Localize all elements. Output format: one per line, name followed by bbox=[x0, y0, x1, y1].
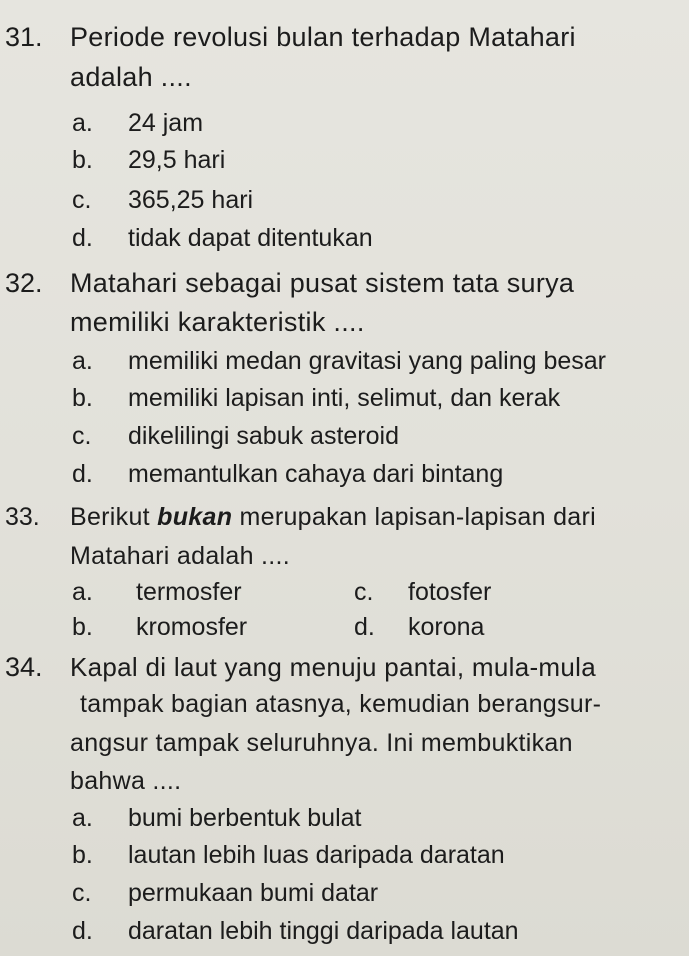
question-32-option-d-letter: d. bbox=[72, 460, 93, 488]
question-32-option-c[interactable]: dikelilingi sabuk asteroid bbox=[128, 422, 399, 450]
question-34-option-a[interactable]: bumi berbentuk bulat bbox=[128, 804, 362, 832]
question-34-option-b-letter: b. bbox=[72, 841, 93, 869]
question-34-option-d[interactable]: daratan lebih tinggi daripada lautan bbox=[128, 917, 519, 945]
question-32-line-2: memiliki karakteristik .... bbox=[70, 307, 365, 337]
question-33-line-2: Matahari adalah .... bbox=[70, 542, 291, 570]
question-34-option-c-letter: c. bbox=[72, 879, 92, 907]
question-34-option-d-letter: d. bbox=[72, 917, 93, 945]
question-33-option-b-letter: b. bbox=[72, 613, 93, 641]
question-33-line-1 bbox=[70, 503, 596, 532]
question-34-line-3: angsur tampak seluruhnya. Ini membuktikan bbox=[70, 729, 573, 757]
question-32-option-d[interactable]: memantulkan cahaya dari bintang bbox=[128, 460, 504, 488]
question-32-option-b[interactable]: memiliki lapisan inti, selimut, dan kerak bbox=[128, 384, 561, 412]
question-34-number: 34. bbox=[5, 652, 43, 682]
question-33-option-a[interactable]: termosfer bbox=[136, 578, 242, 606]
question-31-option-b[interactable]: 29,5 hari bbox=[128, 146, 226, 174]
question-34-line-4: bahwa .... bbox=[70, 767, 182, 795]
question-32-option-b-letter: b. bbox=[72, 384, 93, 412]
question-34-option-a-letter: a. bbox=[72, 804, 93, 832]
question-33-option-b[interactable]: kromosfer bbox=[136, 613, 248, 641]
question-33-option-d-letter: d. bbox=[354, 613, 375, 641]
question-32-option-a-letter: a. bbox=[72, 347, 93, 375]
question-34-option-b[interactable]: lautan lebih luas daripada daratan bbox=[128, 841, 505, 869]
question-31-option-a[interactable]: 24 jam bbox=[128, 109, 204, 137]
question-33-option-d[interactable]: korona bbox=[408, 613, 485, 641]
question-31-option-d-letter: d. bbox=[72, 224, 93, 252]
question-31-line-1: Periode revolusi bulan terhadap Matahari bbox=[70, 22, 576, 52]
question-32-line-1: Matahari sebagai pusat sistem tata surya bbox=[70, 268, 575, 298]
question-31-option-a-letter: a. bbox=[72, 109, 93, 137]
question-33-number: 33. bbox=[5, 503, 40, 531]
question-32-option-a[interactable]: memiliki medan gravitasi yang paling besar bbox=[128, 347, 607, 375]
question-33-option-c[interactable]: fotosfer bbox=[408, 578, 492, 606]
question-31-option-c-letter: c. bbox=[72, 186, 92, 214]
question-31-option-c[interactable]: 365,25 hari bbox=[128, 186, 254, 214]
question-31-option-b-letter: b. bbox=[72, 146, 93, 174]
question-33-suffix: merupakan lapisan-lapisan dari bbox=[232, 503, 596, 531]
question-31-number: 31. bbox=[5, 22, 43, 52]
question-31-line-2: adalah .... bbox=[70, 62, 192, 92]
question-34-option-c[interactable]: permukaan bumi datar bbox=[128, 879, 379, 907]
question-32-number: 32. bbox=[5, 268, 43, 298]
question-31-option-d[interactable]: tidak dapat ditentukan bbox=[128, 224, 373, 252]
question-32-option-c-letter: c. bbox=[72, 422, 92, 450]
question-34-line-1: Kapal di laut yang menuju pantai, mula-mula bbox=[70, 652, 596, 682]
question-33-emphasis: bukan bbox=[157, 503, 233, 531]
question-33-option-a-letter: a. bbox=[72, 578, 93, 606]
question-34-line-2: tampak bagian atasnya, kemudian berangsur- bbox=[80, 690, 602, 718]
question-33-option-c-letter: c. bbox=[354, 578, 374, 606]
question-33-prefix: Berikut bbox=[70, 503, 158, 531]
